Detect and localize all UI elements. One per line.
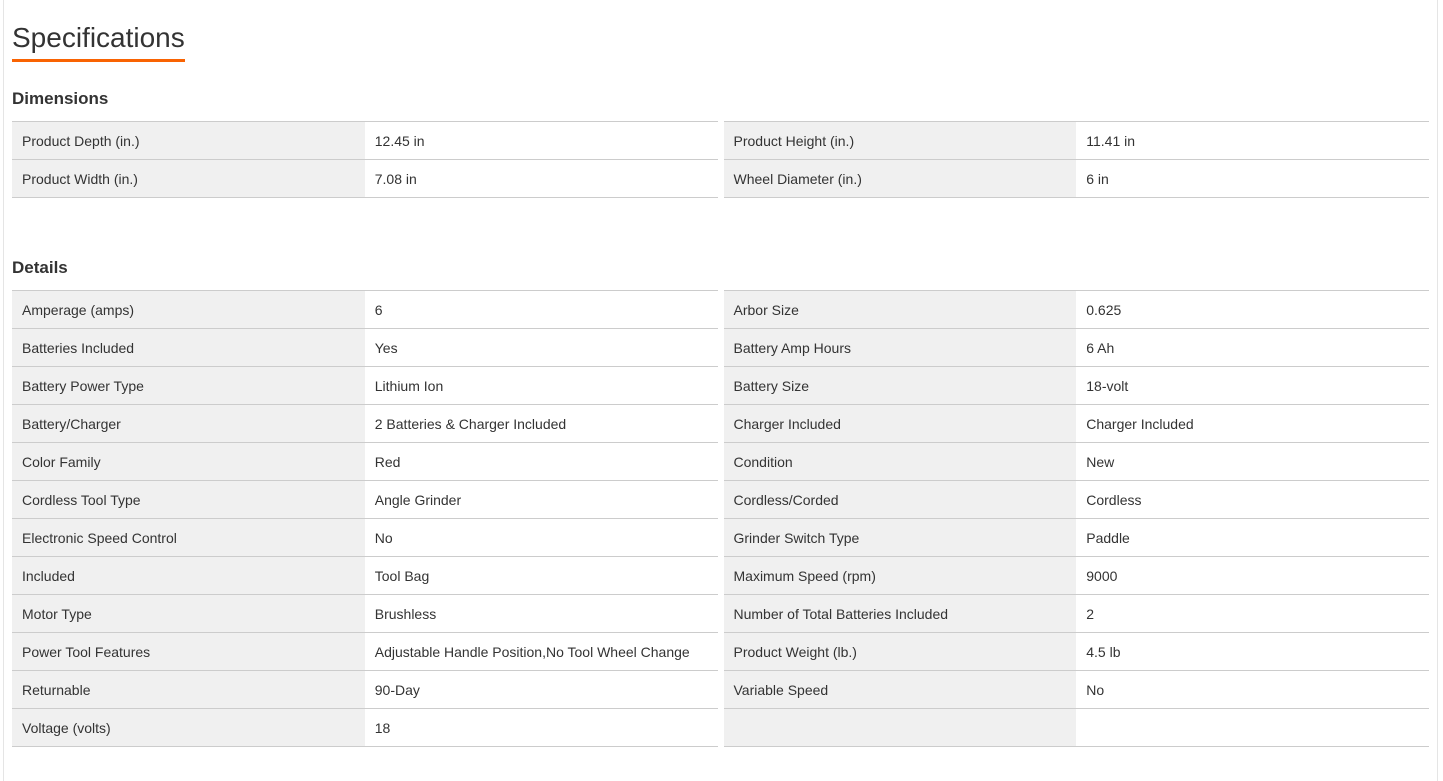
- spec-value: Cordless: [1076, 481, 1429, 519]
- spec-row: [12, 519, 718, 557]
- spec-value: 2 Batteries & Charger Included: [365, 405, 718, 443]
- spec-label: Power Tool Features: [12, 633, 365, 671]
- spec-value: Red: [365, 443, 718, 481]
- spec-row: [12, 595, 718, 633]
- spec-value: Yes: [365, 329, 718, 367]
- section-heading: Dimensions: [12, 89, 109, 108]
- spec-row: [724, 481, 1430, 519]
- spec-value: 7.08 in: [365, 160, 718, 198]
- spec-label: Grinder Switch Type: [724, 519, 1077, 557]
- spec-label: Color Family: [12, 443, 365, 481]
- spec-row: [12, 671, 718, 709]
- spec-section: [12, 258, 1429, 747]
- spec-row: [724, 122, 1430, 160]
- spec-label: Arbor Size: [724, 291, 1077, 329]
- spec-value: 18: [365, 709, 718, 747]
- spec-label: Battery/Charger: [12, 405, 365, 443]
- spec-value: 2: [1076, 595, 1429, 633]
- spec-label: Battery Power Type: [12, 367, 365, 405]
- spec-row: [724, 595, 1430, 633]
- spec-label: Cordless Tool Type: [12, 481, 365, 519]
- spec-value: [1076, 709, 1429, 747]
- spec-value: New: [1076, 443, 1429, 481]
- spec-label: Product Height (in.): [724, 122, 1077, 160]
- spec-row: [724, 367, 1430, 405]
- spec-value: 4.5 lb: [1076, 633, 1429, 671]
- spec-table-right: [724, 121, 1430, 198]
- spec-row: [724, 160, 1430, 198]
- spec-row: [724, 443, 1430, 481]
- spec-label: Product Width (in.): [12, 160, 365, 198]
- spec-label: Included: [12, 557, 365, 595]
- spec-row: [12, 405, 718, 443]
- spec-row: [724, 519, 1430, 557]
- spec-row: [12, 160, 718, 198]
- spec-table-left: [12, 121, 718, 198]
- spec-row: [12, 481, 718, 519]
- spec-value: 6 in: [1076, 160, 1429, 198]
- spec-section: [12, 89, 1429, 198]
- spec-value: No: [1076, 671, 1429, 709]
- spec-label: Condition: [724, 443, 1077, 481]
- spec-label: Product Weight (lb.): [724, 633, 1077, 671]
- spec-label: [724, 709, 1077, 747]
- spec-row: [724, 633, 1430, 671]
- spec-row: [724, 329, 1430, 367]
- spec-label: Cordless/Corded: [724, 481, 1077, 519]
- spec-value: 6: [365, 291, 718, 329]
- spec-label: Number of Total Batteries Included: [724, 595, 1077, 633]
- spec-row: [724, 291, 1430, 329]
- spec-row: [724, 557, 1430, 595]
- spec-row: [12, 709, 718, 747]
- spec-sections: [12, 89, 1429, 747]
- spec-value: 11.41 in: [1076, 122, 1429, 160]
- spec-label: Charger Included: [724, 405, 1077, 443]
- spec-value: 6 Ah: [1076, 329, 1429, 367]
- spec-value: Lithium Ion: [365, 367, 718, 405]
- specifications-page: [3, 0, 1438, 781]
- spec-row: [12, 329, 718, 367]
- spec-value: 18-volt: [1076, 367, 1429, 405]
- spec-value: 0.625: [1076, 291, 1429, 329]
- spec-label: Battery Amp Hours: [724, 329, 1077, 367]
- spec-row: [724, 709, 1430, 747]
- spec-label: Maximum Speed (rpm): [724, 557, 1077, 595]
- spec-row: [724, 405, 1430, 443]
- spec-value: Brushless: [365, 595, 718, 633]
- section-heading: Details: [12, 258, 68, 277]
- spec-tables: [12, 290, 1429, 747]
- spec-row: [12, 291, 718, 329]
- spec-label: Electronic Speed Control: [12, 519, 365, 557]
- spec-label: Amperage (amps): [12, 291, 365, 329]
- spec-label: Battery Size: [724, 367, 1077, 405]
- spec-value: Tool Bag: [365, 557, 718, 595]
- spec-label: Wheel Diameter (in.): [724, 160, 1077, 198]
- spec-label: Voltage (volts): [12, 709, 365, 747]
- spec-table-left: [12, 290, 718, 747]
- spec-value: 9000: [1076, 557, 1429, 595]
- spec-row: [12, 633, 718, 671]
- spec-row: [724, 671, 1430, 709]
- spec-value: 90-Day: [365, 671, 718, 709]
- spec-label: Batteries Included: [12, 329, 365, 367]
- spec-value: Angle Grinder: [365, 481, 718, 519]
- spec-value: No: [365, 519, 718, 557]
- spec-table-right: [724, 290, 1430, 747]
- spec-label: Returnable: [12, 671, 365, 709]
- spec-value: Paddle: [1076, 519, 1429, 557]
- spec-tables: [12, 121, 1429, 198]
- spec-label: Motor Type: [12, 595, 365, 633]
- spec-value: 12.45 in: [365, 122, 718, 160]
- spec-row: [12, 122, 718, 160]
- spec-row: [12, 443, 718, 481]
- spec-value: Charger Included: [1076, 405, 1429, 443]
- spec-value: Adjustable Handle Position,No Tool Wheel Change: [365, 633, 718, 671]
- page-title: Specifications: [12, 22, 185, 62]
- spec-row: [12, 557, 718, 595]
- spec-label: Variable Speed: [724, 671, 1077, 709]
- spec-row: [12, 367, 718, 405]
- spec-label: Product Depth (in.): [12, 122, 365, 160]
